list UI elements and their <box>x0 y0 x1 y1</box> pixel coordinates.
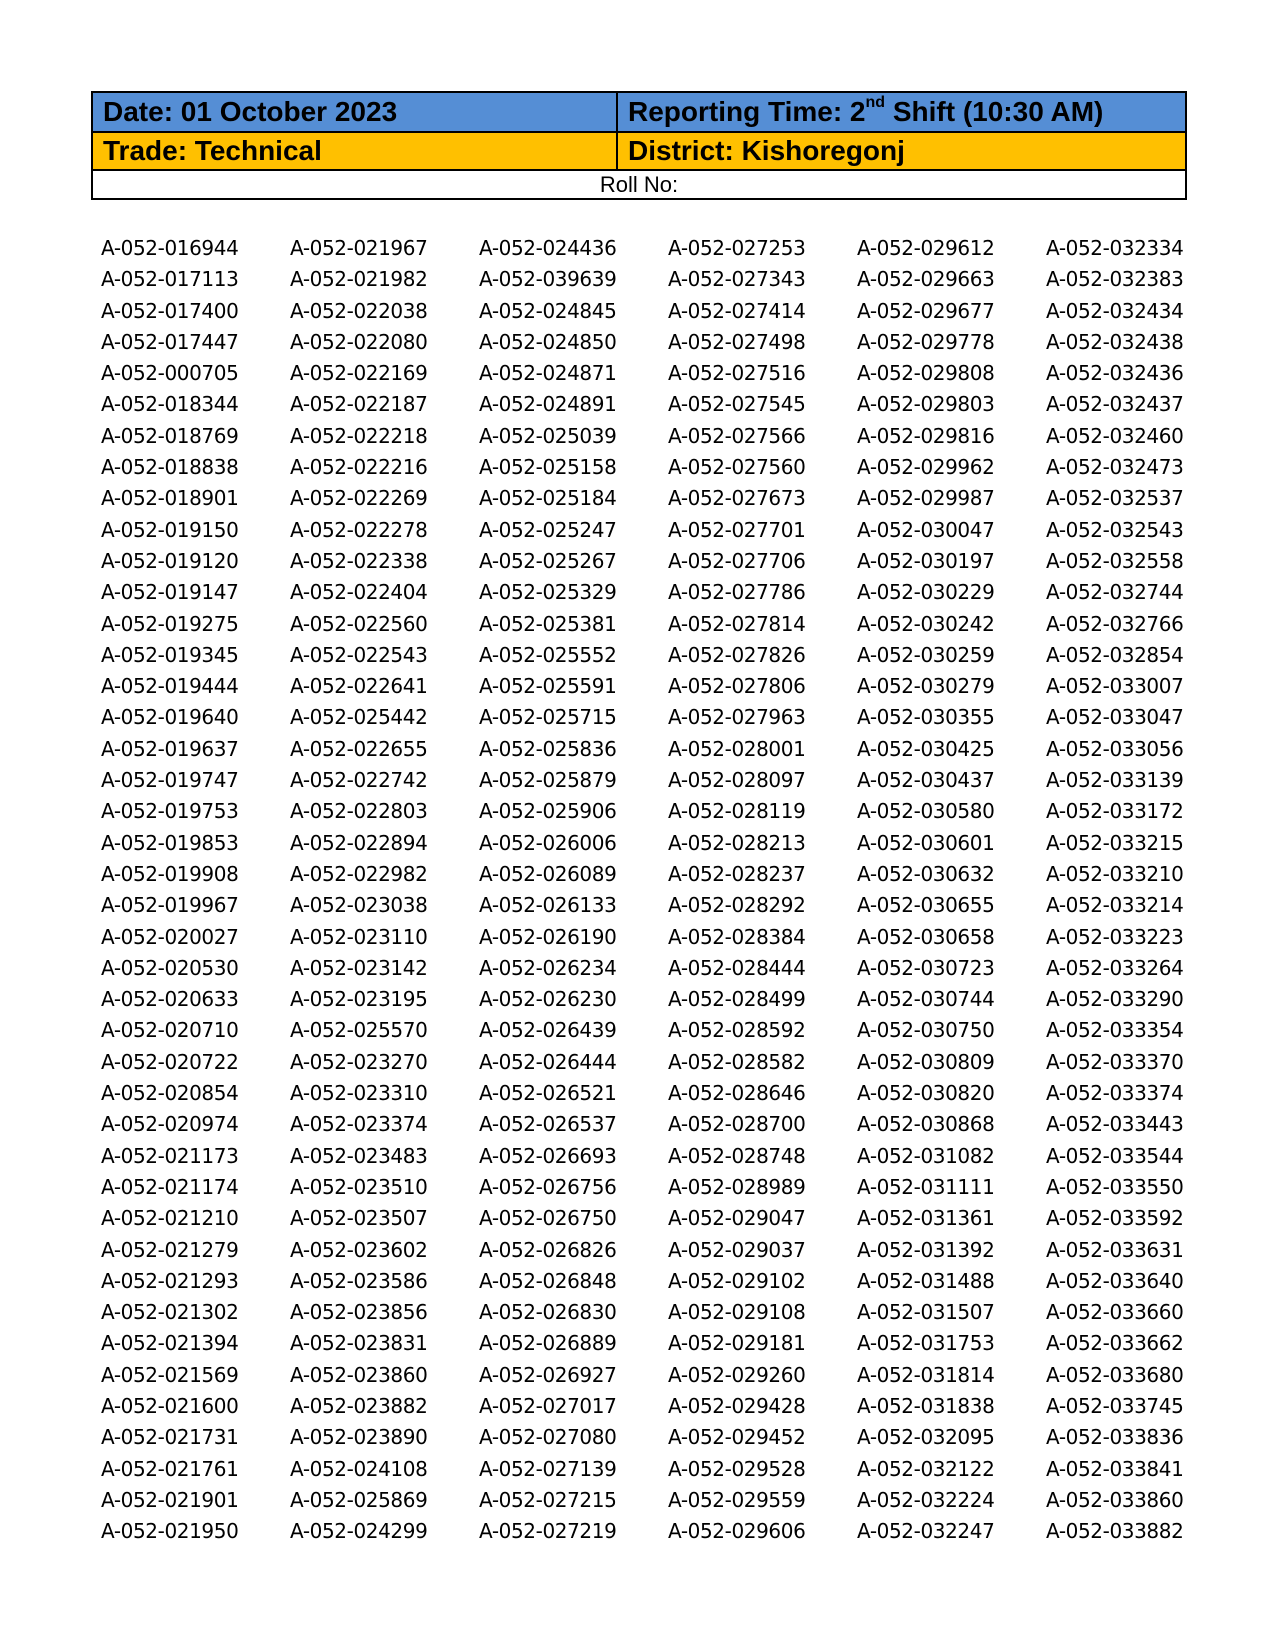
roll-number: A-052-026750 <box>479 1206 617 1231</box>
roll-number: A-052-031507 <box>857 1300 995 1325</box>
roll-number: A-052-028213 <box>668 830 806 855</box>
roll-no-label: Roll No: <box>599 171 679 197</box>
roll-number: A-052-024299 <box>290 1519 428 1544</box>
roll-number: A-052-027701 <box>668 517 806 542</box>
roll-number: A-052-022338 <box>290 548 428 573</box>
roll-number: A-052-025039 <box>479 423 617 448</box>
roll-number: A-052-019637 <box>101 736 239 761</box>
roll-number: A-052-026234 <box>479 955 617 980</box>
roll-number: A-052-028748 <box>668 1143 806 1168</box>
roll-number: A-052-033550 <box>1046 1174 1184 1199</box>
roll-number: A-052-029962 <box>857 455 995 480</box>
roll-number: A-052-032437 <box>1046 392 1184 417</box>
roll-number: A-052-025836 <box>479 736 617 761</box>
roll-number: A-052-026537 <box>479 1112 617 1137</box>
roll-number: A-052-026133 <box>479 893 617 918</box>
roll-number: A-052-025184 <box>479 486 617 511</box>
roll-number: A-052-024845 <box>479 298 617 323</box>
roll-number: A-052-017113 <box>101 267 239 292</box>
roll-number: A-052-025591 <box>479 674 617 699</box>
roll-number: A-052-029612 <box>857 236 995 260</box>
roll-number: A-052-032383 <box>1046 267 1184 292</box>
roll-number: A-052-029047 <box>668 1206 806 1231</box>
roll-number: A-052-023038 <box>290 893 428 918</box>
roll-number: A-052-021210 <box>101 1206 239 1231</box>
roll-number: A-052-023374 <box>290 1112 428 1137</box>
reporting-time-suffix: Shift (10:30 AM) <box>885 96 1104 127</box>
roll-number: A-052-033290 <box>1046 987 1184 1012</box>
roll-number: A-052-029181 <box>668 1331 806 1356</box>
roll-number: A-052-028237 <box>668 861 806 886</box>
roll-number: A-052-029987 <box>857 486 995 511</box>
roll-number-grid <box>101 233 1201 1547</box>
roll-number: A-052-030868 <box>857 1112 995 1137</box>
roll-number: A-052-033631 <box>1046 1237 1184 1262</box>
roll-number: A-052-021901 <box>101 1487 239 1512</box>
roll-number: A-052-030437 <box>857 768 995 793</box>
roll-number: A-052-027219 <box>479 1519 617 1544</box>
roll-number: A-052-030744 <box>857 987 995 1012</box>
roll-number: A-052-028119 <box>668 799 806 824</box>
roll-number: A-052-021302 <box>101 1300 239 1325</box>
roll-number: A-052-016944 <box>101 236 239 260</box>
roll-number: A-052-030820 <box>857 1081 995 1106</box>
roll-number: A-052-020722 <box>101 1049 239 1074</box>
roll-number: A-052-031753 <box>857 1331 995 1356</box>
roll-number: A-052-032854 <box>1046 642 1184 667</box>
roll-number: A-052-019444 <box>101 674 239 699</box>
roll-number: A-052-039639 <box>479 267 617 292</box>
roll-number: A-052-032436 <box>1046 361 1184 386</box>
roll-number: A-052-023586 <box>290 1268 428 1293</box>
roll-number: A-052-023860 <box>290 1362 428 1387</box>
roll-number: A-052-031488 <box>857 1268 995 1293</box>
roll-number: A-052-022560 <box>290 611 428 636</box>
roll-number: A-052-032766 <box>1046 611 1184 636</box>
roll-number: A-052-032473 <box>1046 455 1184 480</box>
roll-number: A-052-023882 <box>290 1393 428 1418</box>
roll-number: A-052-030197 <box>857 548 995 573</box>
trade-label: Trade: Technical <box>103 135 322 166</box>
roll-number: A-052-029808 <box>857 361 995 386</box>
roll-number: A-052-023195 <box>290 987 428 1012</box>
roll-number: A-052-019275 <box>101 611 239 636</box>
roll-number: A-052-025247 <box>479 517 617 542</box>
roll-number: A-052-023142 <box>290 955 428 980</box>
roll-number: A-052-028582 <box>668 1049 806 1074</box>
roll-number: A-052-031082 <box>857 1143 995 1168</box>
roll-number: A-052-030279 <box>857 674 995 699</box>
roll-number: A-052-027963 <box>668 705 806 730</box>
roll-number: A-052-022982 <box>290 861 428 886</box>
roll-number: A-052-032334 <box>1046 236 1184 260</box>
roll-number: A-052-017400 <box>101 298 239 323</box>
roll-number: A-052-030750 <box>857 1018 995 1043</box>
roll-number: A-052-030655 <box>857 893 995 918</box>
roll-number: A-052-026756 <box>479 1174 617 1199</box>
roll-number: A-052-021394 <box>101 1331 239 1356</box>
roll-number: A-052-030047 <box>857 517 995 542</box>
roll-number: A-052-018901 <box>101 486 239 511</box>
roll-number: A-052-027826 <box>668 642 806 667</box>
roll-number: A-052-033264 <box>1046 955 1184 980</box>
roll-number: A-052-019908 <box>101 861 239 886</box>
roll-number: A-052-030425 <box>857 736 995 761</box>
roll-number: A-052-025329 <box>479 580 617 605</box>
roll-number: A-052-029428 <box>668 1393 806 1418</box>
roll-number: A-052-023507 <box>290 1206 428 1231</box>
roll-number: A-052-017447 <box>101 329 239 354</box>
roll-number: A-052-030259 <box>857 642 995 667</box>
roll-number: A-052-018838 <box>101 455 239 480</box>
roll-number: A-052-026826 <box>479 1237 617 1262</box>
roll-number: A-052-000705 <box>101 361 239 386</box>
roll-number: A-052-023310 <box>290 1081 428 1106</box>
roll-number: A-052-033223 <box>1046 924 1184 949</box>
roll-number: A-052-020633 <box>101 987 239 1012</box>
roll-number: A-052-028592 <box>668 1018 806 1043</box>
district-label: District: Kishoregonj <box>628 135 905 166</box>
roll-number: A-052-030658 <box>857 924 995 949</box>
roll-number: A-052-030242 <box>857 611 995 636</box>
roll-number: A-052-032434 <box>1046 298 1184 323</box>
roll-number: A-052-026848 <box>479 1268 617 1293</box>
roll-number: A-052-026521 <box>479 1081 617 1106</box>
roll-number: A-052-025267 <box>479 548 617 573</box>
roll-number: A-052-030229 <box>857 580 995 605</box>
roll-number: A-052-019147 <box>101 580 239 605</box>
roll-number: A-052-032247 <box>857 1519 995 1544</box>
roll-number: A-052-023510 <box>290 1174 428 1199</box>
roll-number: A-052-022278 <box>290 517 428 542</box>
roll-number: A-052-031814 <box>857 1362 995 1387</box>
roll-number: A-052-022218 <box>290 423 428 448</box>
roll-number: A-052-028292 <box>668 893 806 918</box>
roll-number: A-052-033370 <box>1046 1049 1184 1074</box>
roll-number: A-052-026693 <box>479 1143 617 1168</box>
roll-number: A-052-029260 <box>668 1362 806 1387</box>
header-table <box>91 91 1187 200</box>
roll-number: A-052-025715 <box>479 705 617 730</box>
roll-number: A-052-033443 <box>1046 1112 1184 1137</box>
roll-number: A-052-029102 <box>668 1268 806 1293</box>
roll-number: A-052-027139 <box>479 1456 617 1481</box>
roll-number: A-052-026006 <box>479 830 617 855</box>
roll-number: A-052-019853 <box>101 830 239 855</box>
roll-number: A-052-031838 <box>857 1393 995 1418</box>
roll-number: A-052-033662 <box>1046 1331 1184 1356</box>
roll-number: A-052-033544 <box>1046 1143 1184 1168</box>
roll-number: A-052-023856 <box>290 1300 428 1325</box>
roll-number: A-052-032543 <box>1046 517 1184 542</box>
roll-number: A-052-027706 <box>668 548 806 573</box>
roll-number: A-052-020854 <box>101 1081 239 1106</box>
roll-number: A-052-033836 <box>1046 1425 1184 1450</box>
roll-number: A-052-026089 <box>479 861 617 886</box>
roll-number: A-052-023890 <box>290 1425 428 1450</box>
roll-number: A-052-033139 <box>1046 768 1184 793</box>
roll-number: A-052-026444 <box>479 1049 617 1074</box>
roll-number: A-052-020710 <box>101 1018 239 1043</box>
roll-number: A-052-033640 <box>1046 1268 1184 1293</box>
roll-number: A-052-033354 <box>1046 1018 1184 1043</box>
reporting-time-ordinal: nd <box>865 94 886 111</box>
roll-number: A-052-027253 <box>668 236 806 260</box>
roll-number: A-052-027566 <box>668 423 806 448</box>
roll-number: A-052-027215 <box>479 1487 617 1512</box>
roll-number: A-052-022894 <box>290 830 428 855</box>
roll-number: A-052-021950 <box>101 1519 239 1544</box>
roll-number: A-052-032438 <box>1046 329 1184 354</box>
roll-number: A-052-030632 <box>857 861 995 886</box>
roll-number: A-052-033210 <box>1046 861 1184 886</box>
roll-number: A-052-021982 <box>290 267 428 292</box>
date-label: Date: 01 October 2023 <box>103 96 398 127</box>
roll-number: A-052-033860 <box>1046 1487 1184 1512</box>
roll-number: A-052-025381 <box>479 611 617 636</box>
roll-number: A-052-029606 <box>668 1519 806 1544</box>
roll-number: A-052-024871 <box>479 361 617 386</box>
roll-number: A-052-033841 <box>1046 1456 1184 1481</box>
roll-number: A-052-029663 <box>857 267 995 292</box>
roll-number: A-052-033660 <box>1046 1300 1184 1325</box>
roll-number: A-052-028444 <box>668 955 806 980</box>
roll-number: A-052-024436 <box>479 236 617 260</box>
roll-number: A-052-032744 <box>1046 580 1184 605</box>
roll-number: A-052-025158 <box>479 455 617 480</box>
roll-number: A-052-033882 <box>1046 1519 1184 1544</box>
roll-number: A-052-027343 <box>668 267 806 292</box>
roll-number: A-052-033172 <box>1046 799 1184 824</box>
roll-number: A-052-026439 <box>479 1018 617 1043</box>
roll-number: A-052-028499 <box>668 987 806 1012</box>
roll-number: A-052-021174 <box>101 1174 239 1199</box>
roll-number: A-052-022080 <box>290 329 428 354</box>
roll-number: A-052-026230 <box>479 987 617 1012</box>
roll-number: A-052-025442 <box>290 705 428 730</box>
roll-number: A-052-032558 <box>1046 548 1184 573</box>
roll-number: A-052-027414 <box>668 298 806 323</box>
roll-number: A-052-033214 <box>1046 893 1184 918</box>
roll-number: A-052-032224 <box>857 1487 995 1512</box>
roll-number: A-052-022543 <box>290 642 428 667</box>
roll-number: A-052-024108 <box>290 1456 428 1481</box>
roll-number: A-052-027806 <box>668 674 806 699</box>
roll-number: A-052-029108 <box>668 1300 806 1325</box>
roll-number: A-052-023602 <box>290 1237 428 1262</box>
roll-number: A-052-027786 <box>668 580 806 605</box>
roll-number: A-052-028001 <box>668 736 806 761</box>
roll-number: A-052-030809 <box>857 1049 995 1074</box>
roll-number: A-052-022169 <box>290 361 428 386</box>
roll-number: A-052-020027 <box>101 924 239 949</box>
roll-number: A-052-021967 <box>290 236 428 260</box>
roll-number: A-052-025552 <box>479 642 617 667</box>
roll-number: A-052-019150 <box>101 517 239 542</box>
roll-number: A-052-027516 <box>668 361 806 386</box>
roll-number: A-052-021761 <box>101 1456 239 1481</box>
roll-number: A-052-027545 <box>668 392 806 417</box>
roll-number: A-052-029528 <box>668 1456 806 1481</box>
roll-number: A-052-028989 <box>668 1174 806 1199</box>
roll-number: A-052-020974 <box>101 1112 239 1137</box>
roll-number: A-052-026830 <box>479 1300 617 1325</box>
roll-number: A-052-027080 <box>479 1425 617 1450</box>
roll-number: A-052-023483 <box>290 1143 428 1168</box>
roll-number: A-052-024850 <box>479 329 617 354</box>
roll-number: A-052-025869 <box>290 1487 428 1512</box>
roll-number: A-052-032537 <box>1046 486 1184 511</box>
reporting-time-prefix: Reporting Time: 2 <box>628 96 866 127</box>
roll-number: A-052-021600 <box>101 1393 239 1418</box>
roll-number: A-052-031392 <box>857 1237 995 1262</box>
roll-number: A-052-023110 <box>290 924 428 949</box>
roll-number: A-052-019640 <box>101 705 239 730</box>
roll-number: A-052-030723 <box>857 955 995 980</box>
roll-number: A-052-029559 <box>668 1487 806 1512</box>
roll-number: A-052-023270 <box>290 1049 428 1074</box>
roll-number: A-052-032095 <box>857 1425 995 1450</box>
roll-number: A-052-025879 <box>479 768 617 793</box>
roll-number: A-052-028700 <box>668 1112 806 1137</box>
roll-number: A-052-022641 <box>290 674 428 699</box>
roll-number: A-052-029037 <box>668 1237 806 1262</box>
roll-number: A-052-033056 <box>1046 736 1184 761</box>
roll-number: A-052-020530 <box>101 955 239 980</box>
roll-number: A-052-030580 <box>857 799 995 824</box>
roll-number: A-052-027560 <box>668 455 806 480</box>
roll-number: A-052-033592 <box>1046 1206 1184 1231</box>
roll-number: A-052-022655 <box>290 736 428 761</box>
roll-number: A-052-027498 <box>668 329 806 354</box>
roll-number: A-052-033680 <box>1046 1362 1184 1387</box>
roll-number: A-052-027814 <box>668 611 806 636</box>
roll-number: A-052-033745 <box>1046 1393 1184 1418</box>
roll-number: A-052-021731 <box>101 1425 239 1450</box>
roll-number: A-052-021279 <box>101 1237 239 1262</box>
roll-number: A-052-028097 <box>668 768 806 793</box>
roll-number: A-052-031361 <box>857 1206 995 1231</box>
roll-number: A-052-028646 <box>668 1081 806 1106</box>
roll-number: A-052-022216 <box>290 455 428 480</box>
date-cell <box>92 92 617 132</box>
roll-number: A-052-019345 <box>101 642 239 667</box>
roll-number: A-052-023831 <box>290 1331 428 1356</box>
roll-number: A-052-026927 <box>479 1362 617 1387</box>
reporting-time-cell <box>617 92 1186 132</box>
roll-number: A-052-022742 <box>290 768 428 793</box>
roll-number: A-052-021293 <box>101 1268 239 1293</box>
roll-no-cell <box>92 170 1186 199</box>
roll-number: A-052-022404 <box>290 580 428 605</box>
district-cell <box>617 132 1186 170</box>
roll-number: A-052-018769 <box>101 423 239 448</box>
roll-number: A-052-022038 <box>290 298 428 323</box>
roll-number: A-052-033007 <box>1046 674 1184 699</box>
roll-number: A-052-029677 <box>857 298 995 323</box>
roll-number: A-052-025906 <box>479 799 617 824</box>
roll-number: A-052-032460 <box>1046 423 1184 448</box>
trade-cell <box>92 132 617 170</box>
roll-number: A-052-018344 <box>101 392 239 417</box>
roll-number: A-052-029452 <box>668 1425 806 1450</box>
roll-number: A-052-022803 <box>290 799 428 824</box>
roll-number: A-052-033047 <box>1046 705 1184 730</box>
roll-number: A-052-019747 <box>101 768 239 793</box>
roll-number: A-052-024891 <box>479 392 617 417</box>
roll-number: A-052-030355 <box>857 705 995 730</box>
roll-number: A-052-021173 <box>101 1143 239 1168</box>
roll-number: A-052-021569 <box>101 1362 239 1387</box>
roll-number: A-052-025570 <box>290 1018 428 1043</box>
roll-number: A-052-029816 <box>857 423 995 448</box>
roll-number: A-052-022187 <box>290 392 428 417</box>
roll-number: A-052-033374 <box>1046 1081 1184 1106</box>
roll-number: A-052-029803 <box>857 392 995 417</box>
roll-number: A-052-019120 <box>101 548 239 573</box>
roll-number: A-052-033215 <box>1046 830 1184 855</box>
roll-number: A-052-019753 <box>101 799 239 824</box>
roll-number: A-052-027673 <box>668 486 806 511</box>
roll-number: A-052-032122 <box>857 1456 995 1481</box>
roll-number: A-052-026889 <box>479 1331 617 1356</box>
roll-number: A-052-030601 <box>857 830 995 855</box>
roll-number: A-052-031111 <box>857 1174 995 1199</box>
roll-number: A-052-029778 <box>857 329 995 354</box>
roll-number: A-052-019967 <box>101 893 239 918</box>
roll-number: A-052-028384 <box>668 924 806 949</box>
roll-number: A-052-026190 <box>479 924 617 949</box>
roll-number: A-052-027017 <box>479 1393 617 1418</box>
roll-number: A-052-022269 <box>290 486 428 511</box>
